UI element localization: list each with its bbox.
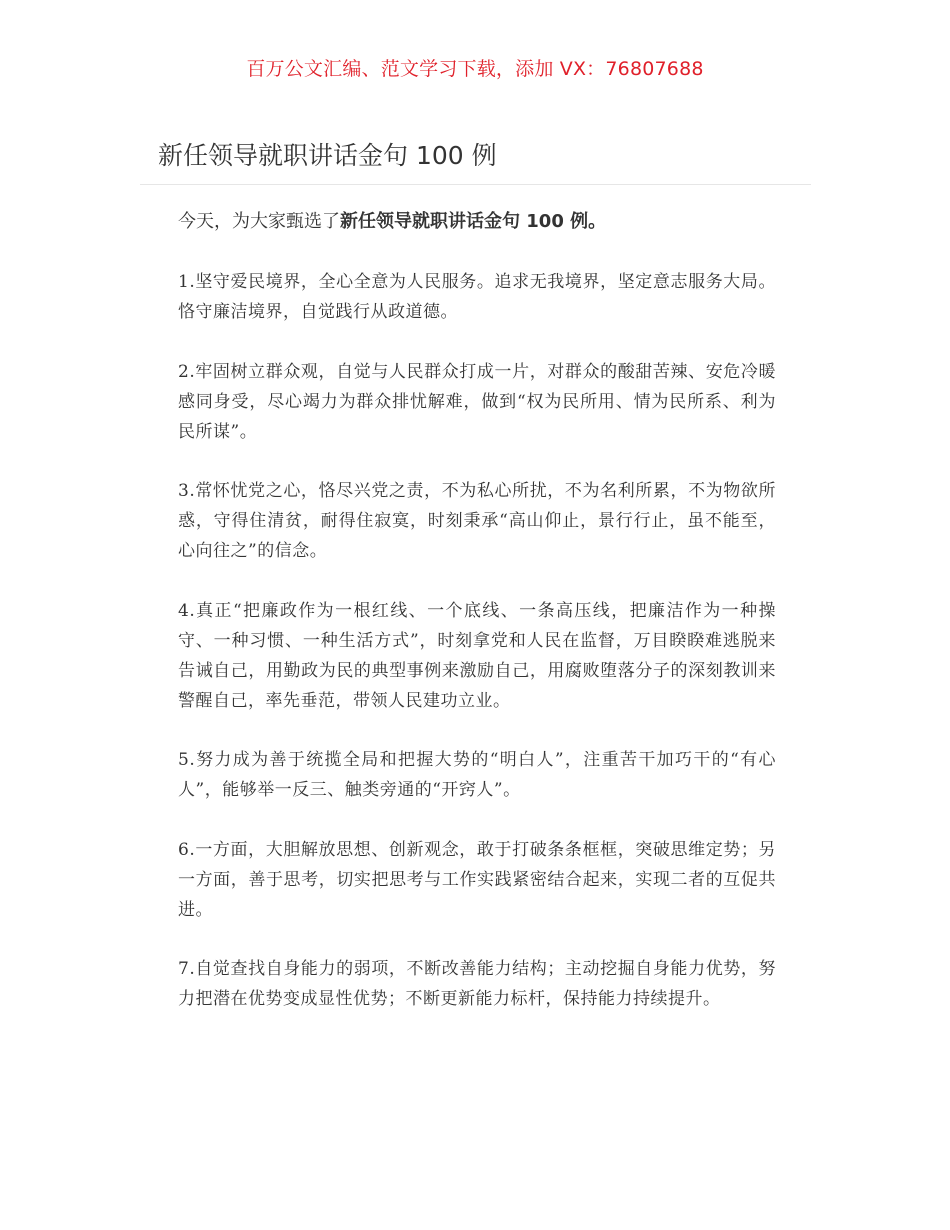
quote-item-1: 1.坚守爱民境界，全心全意为人民服务。追求无我境界，坚定意志服务大局。恪守廉洁境界，自觉践行从政道德。: [178, 272, 776, 322]
quote-item-4: 4.真正“把廉政作为一根红线、一个底线、一条高压线，把廉洁作为一种操守、一种习惯、一种生活方式”，时刻拿党和人民在监督，万目睽睽难逃脱来告诫自己，用勤政为民的典型事例来激励自己，用腐败堕落分子的深刻教训来警醒自己，率先垂范，带领人民建功立业。: [178, 600, 776, 711]
quote-item-7: 7.自觉查找自身能力的弱项，不断改善能力结构；主动挖掘自身能力优势，努力把潜在优势变成显性优势；不断更新能力标杆，保持能力持续提升。: [178, 959, 776, 1009]
page-title: 新任领导就职讲话金句 100 例: [158, 141, 497, 170]
quote-item-6: 6.一方面，大胆解放思想、创新观念，敢于打破条条框框，突破思维定势；另一方面，善于思考，切实把思考与工作实践紧密结合起来，实现二者的互促共进。: [178, 839, 776, 920]
intro-text: 今天，为大家甄选了: [178, 211, 340, 232]
quote-item-3: 3.常怀忧党之心，恪尽兴党之责，不为私心所扰，不为名利所累，不为物欲所惑，守得住清贫，耐得住寂寞，时刻秉承“高山仰止，景行行止，虽不能至，心向往之”的信念。: [178, 481, 776, 561]
quote-item-2: 2.牢固树立群众观，自觉与人民群众打成一片，对群众的酸甜苦辣、安危冷暖感同身受，尽心竭力为群众排忧解难，做到“权为民所用、情为民所系、利为民所谋”。: [178, 361, 776, 442]
intro-paragraph: [178, 208, 778, 236]
quote-list: [178, 267, 776, 1044]
intro-bold-text: 新任领导就职讲话金句 100 例。: [340, 211, 607, 232]
title-divider: [140, 184, 811, 185]
watermark-banner: 百万公文汇编、范文学习下载，添加 VX：76807688: [246, 58, 704, 80]
quote-item-5: 5.努力成为善于统揽全局和把握大势的“明白人”，注重苦干加巧干的“有心人”，能够举一反三、触类旁通的“开窍人”。: [178, 750, 776, 800]
